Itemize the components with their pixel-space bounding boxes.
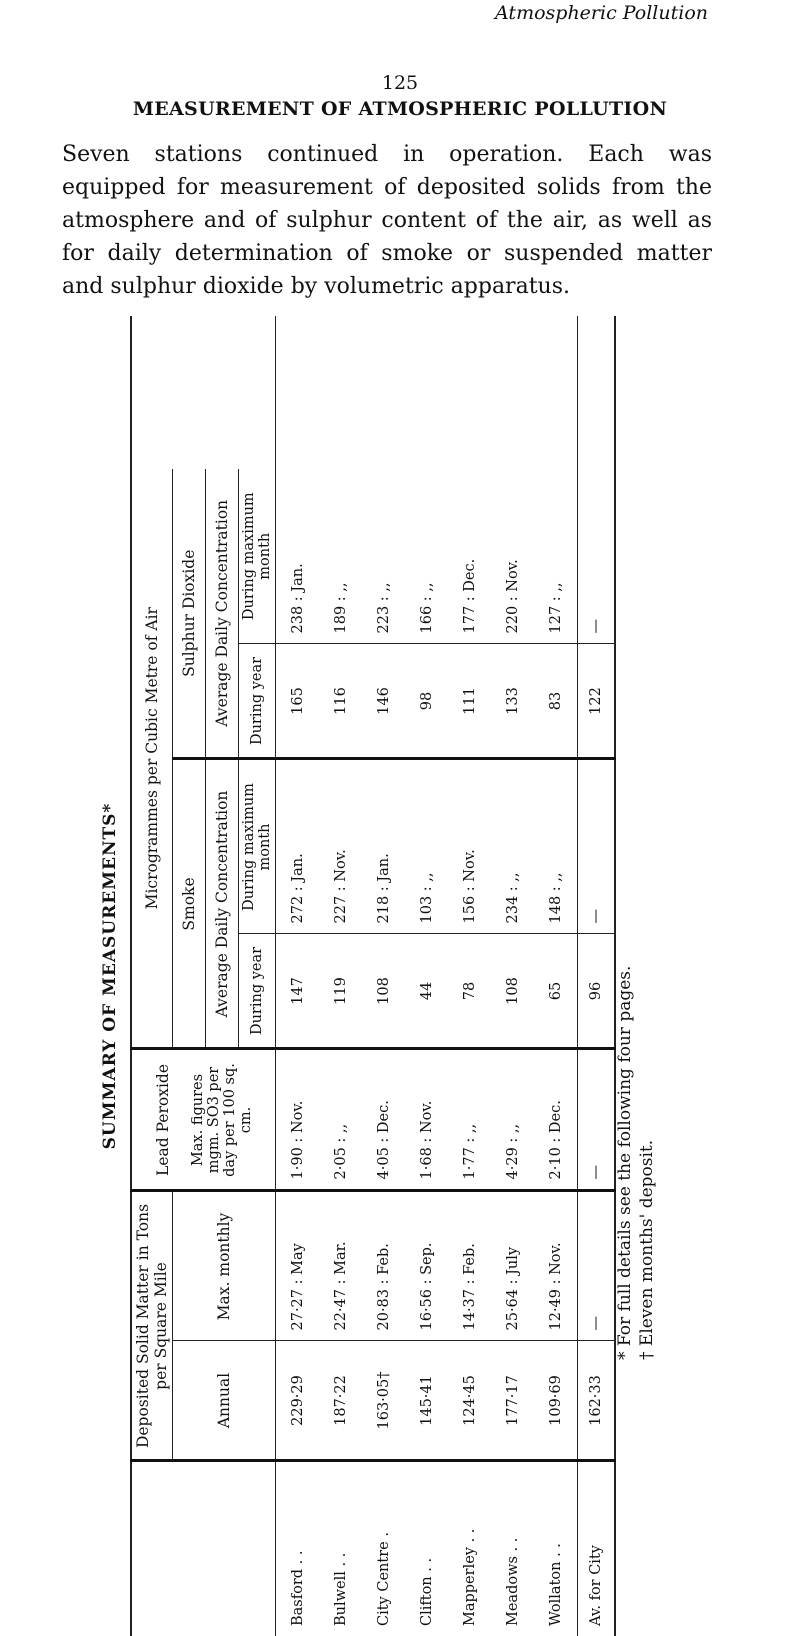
smoke-max-month: 156 : Nov. (448, 759, 491, 934)
row-spacer (319, 316, 362, 469)
so2-during-year: 122 (578, 644, 616, 759)
page-title: MEASUREMENT OF ATMOSPHERIC POLLUTION (132, 98, 668, 120)
micrograms-header: Microgrammes per Cubic Metre of Air (131, 469, 173, 1049)
deposited-max-monthly: 12·49 : Nov. (534, 1191, 578, 1341)
deposited-max-monthly: 20·83 : Feb. (362, 1191, 405, 1341)
row-spacer (448, 316, 491, 469)
sulphur-dioxide-header: Sulphur Dioxide (173, 469, 206, 759)
footnote-1: * For full details see the following four pages. (615, 965, 635, 1360)
so2-during-year: 116 (319, 644, 362, 759)
deposited-max-monthly: 22·47 : Mar. (319, 1191, 362, 1341)
smoke-max-month: 148 : ,, (534, 759, 578, 934)
deposited-annual: 177·17 (491, 1341, 534, 1461)
max-monthly-header: Max. monthly (173, 1191, 276, 1341)
summary-table (130, 316, 616, 1636)
table-row (405, 316, 448, 1636)
smoke-during-year: 78 (448, 934, 491, 1049)
deposited-annual: 124·45 (448, 1341, 491, 1461)
deposited-annual: 163·05† (362, 1341, 405, 1461)
table-row (319, 316, 362, 1636)
row-spacer (362, 316, 405, 469)
footnotes (615, 965, 685, 1380)
table-row (534, 316, 578, 1636)
lead-peroxide-max: 1·77 : ,, (448, 1049, 491, 1191)
row-spacer (491, 316, 534, 469)
table-row (491, 316, 534, 1636)
smoke-max-month-header: During maximum month (239, 759, 276, 934)
deposited-max-monthly: 25·64 : July (491, 1191, 534, 1341)
header-spacer (131, 316, 173, 469)
smoke-max-month: 234 : ,, (491, 759, 534, 934)
lead-peroxide-max: 4·29 : ,, (491, 1049, 534, 1191)
so2-max-month: 223 : ,, (362, 469, 405, 644)
station-name: Mapperley . . (461, 1528, 478, 1626)
smoke-header: Smoke (173, 759, 206, 1049)
smoke-during-year: 44 (405, 934, 448, 1049)
intro-paragraph: Seven stations continued in operation. Each was equipped for measurement of deposited solids from the atmosphere and of sulphur content of the air, as well as for daily determination of smoke or suspended matter and sulphur dioxide by volumetric apparatus. (62, 142, 712, 299)
smoke-avg-daily-header: Average Daily Concentration (206, 759, 239, 1049)
station-name: Av. for City (578, 1461, 616, 1636)
table-row (362, 316, 405, 1636)
smoke-during-year-header: During year (239, 934, 276, 1049)
so2-max-month: — (578, 469, 616, 644)
so2-max-month: 189 : ,, (319, 469, 362, 644)
deposited-max-monthly: — (578, 1191, 616, 1341)
table-average-row (578, 316, 616, 1636)
row-spacer (578, 316, 616, 469)
lead-peroxide-max: — (578, 1049, 616, 1191)
lead-peroxide-max: 2·10 : Dec. (534, 1049, 578, 1191)
deposited-header: Deposited Solid Matter in Tons per Square Mile (131, 1191, 173, 1461)
so2-max-month: 220 : Nov. (491, 469, 534, 644)
smoke-during-year: 119 (319, 934, 362, 1049)
smoke-during-year: 108 (491, 934, 534, 1049)
deposited-max-monthly: 14·37 : Feb. (448, 1191, 491, 1341)
so2-during-year: 111 (448, 644, 491, 759)
so2-avg-daily-header: Average Daily Concentration (206, 469, 239, 759)
so2-during-year: 133 (491, 644, 534, 759)
row-spacer (534, 316, 578, 469)
lead-peroxide-subheader: Max. figures mgm. SO3 per day per 100 sq. cm. (189, 1063, 254, 1177)
summary-title: SUMMARY OF MEASUREMENTS* (100, 802, 120, 1150)
so2-max-month: 238 : Jan. (276, 469, 320, 644)
table-row (448, 316, 491, 1636)
smoke-during-year: 96 (578, 934, 616, 1049)
smoke-max-month: 227 : Nov. (319, 759, 362, 934)
running-head: Atmospheric Pollution (495, 2, 708, 24)
table-row (276, 316, 320, 1636)
station-name: Wollaton . . (547, 1543, 564, 1626)
row-spacer (405, 316, 448, 469)
so2-max-month: 177 : Dec. (448, 469, 491, 644)
smoke-during-year: 65 (534, 934, 578, 1049)
lead-peroxide-max: 4·05 : Dec. (362, 1049, 405, 1191)
deposited-annual: 145·41 (405, 1341, 448, 1461)
deposited-annual: 162·33 (578, 1341, 616, 1461)
row-spacer (276, 316, 320, 469)
lead-peroxide-max: 2·05 : ,, (319, 1049, 362, 1191)
smoke-max-month: — (578, 759, 616, 934)
station-header-cell (131, 1461, 173, 1636)
smoke-max-month: 272 : Jan. (276, 759, 320, 934)
lead-peroxide-max: 1·68 : Nov. (405, 1049, 448, 1191)
lead-peroxide-title: Lead Peroxide (153, 1063, 172, 1176)
deposited-annual: 229·29 (276, 1341, 320, 1461)
deposited-annual: 187·22 (319, 1341, 362, 1461)
deposited-annual: 109·69 (534, 1341, 578, 1461)
summary-table-rotated (100, 316, 650, 1636)
station-name: Clifton . . (418, 1557, 435, 1626)
so2-during-year: 165 (276, 644, 320, 759)
so2-during-year-header: During year (239, 644, 276, 759)
station-name: City Centre . (375, 1532, 392, 1626)
annual-header: Annual (173, 1341, 276, 1461)
lead-peroxide-max: 1·90 : Nov. (276, 1049, 320, 1191)
so2-max-month: 127 : ,, (534, 469, 578, 644)
station-name: Bulwell . . (332, 1552, 349, 1626)
page-number: 125 (381, 72, 419, 94)
smoke-max-month: 103 : ,, (405, 759, 448, 934)
lead-peroxide-header (131, 1049, 276, 1191)
so2-max-month: 166 : ,, (405, 469, 448, 644)
footnote-2: † Eleven months' deposit. (637, 1139, 657, 1360)
station-name: Basford . . (289, 1550, 306, 1626)
smoke-during-year: 108 (362, 934, 405, 1049)
smoke-during-year: 147 (276, 934, 320, 1049)
so2-during-year: 98 (405, 644, 448, 759)
station-name: Meadows . . (504, 1537, 521, 1626)
smoke-max-month: 218 : Jan. (362, 759, 405, 934)
so2-during-year: 146 (362, 644, 405, 759)
so2-during-year: 83 (534, 644, 578, 759)
deposited-max-monthly: 27·27 : May (276, 1191, 320, 1341)
so2-max-month-header: During maximum month (239, 469, 276, 644)
deposited-max-monthly: 16·56 : Sep. (405, 1191, 448, 1341)
